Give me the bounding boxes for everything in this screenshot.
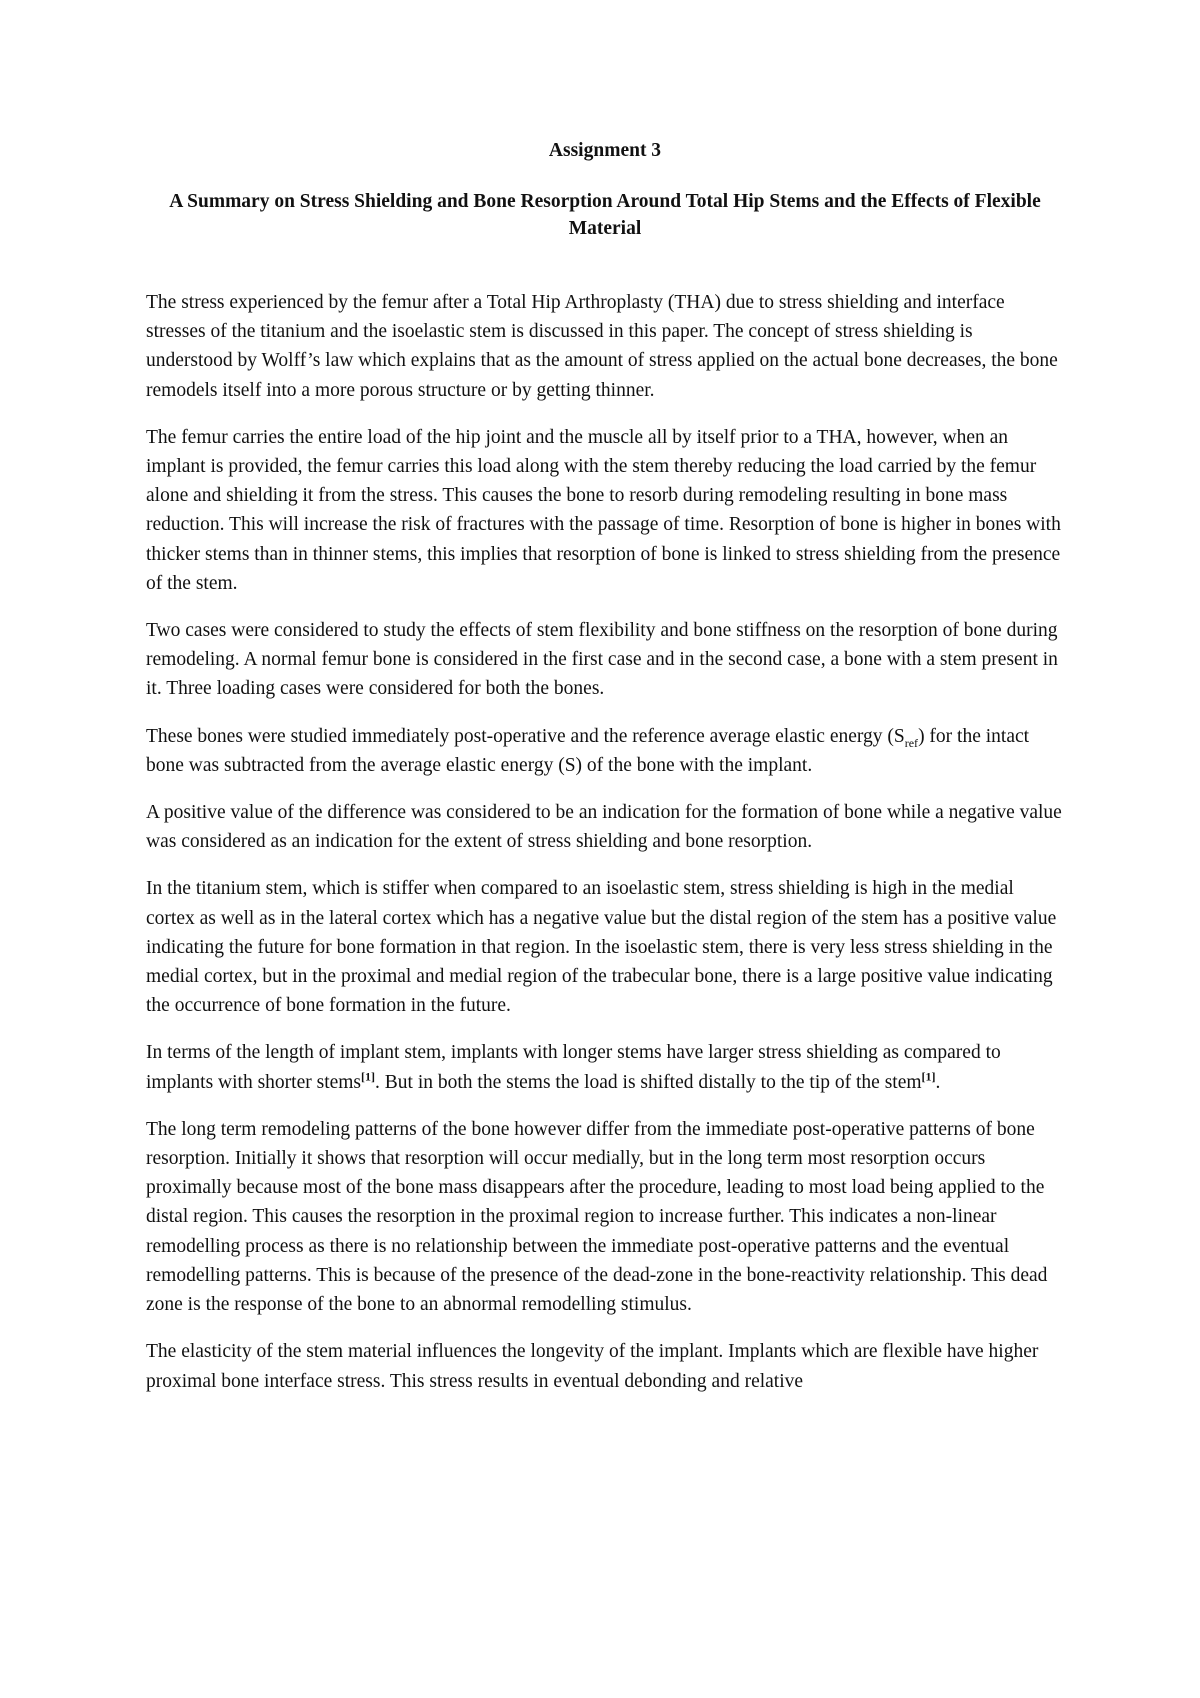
- paragraph-8: The long term remodeling patterns of the bone however differ from the immediate post-operative patterns of bone resorption. Initially it shows that resorption will occur medially, but in the long term most resorption occurs proximally because most of the bone mass disappears after the procedure, leading to most load being applied to the distal region. This causes the resorption in the proximal region to increase further. This indicates a non-linear remodelling process as there is no relationship between the immediate post-operative patterns and the eventual remodelling patterns. This is because of the presence of the dead-zone in the bone-reactivity relationship. This dead zone is the response of the bone to an abnormal remodelling stimulus.: [146, 1118, 1048, 1316]
- paragraph-7-text-a: In terms of the length of implant stem, implants with longer stems have larger stress shielding as compared to implants with shorter stems: [146, 1042, 1001, 1093]
- paragraph-1: The stress experienced by the femur after a Total Hip Arthroplasty (THA) due to stress shielding and interface stresses of the titanium and the isoelastic stem is discussed in this paper. The concept of stress shielding is understood by Wolff’s law which explains that as the amount of stress applied on the actual bone decreases, the bone remodels itself into a more porous structure or by getting thinner.: [146, 292, 1058, 401]
- paragraph-7-text-c: .: [935, 1071, 941, 1093]
- document-title: A Summary on Stress Shielding and Bone Resorption Around Total Hip Stems and the Effects of Flexible Material: [169, 191, 1041, 239]
- paragraph-2: The femur carries the entire load of the hip joint and the muscle all by itself prior to a THA, however, when an implant is provided, the femur carries this load along with the stem thereby reducing the load carried by the femur alone and shielding it from the stress. This causes the bone to resorb during remodeling resulting in bone mass reduction. This will increase the risk of fractures with the passage of time. Resorption of bone is higher in bones with thicker stems than in thinner stems, this implies that resorption of bone is linked to stress shielding from the presence of the stem.: [146, 426, 1061, 594]
- citation-ref-2: [1]: [921, 1069, 936, 1084]
- paragraph-4-text-b: ) for the intact bone was subtracted from the average elastic energy (S) of the bone with the implant.: [146, 725, 1030, 776]
- paragraph-7-text-b: . But in both the stems the load is shifted distally to the tip of the stem: [375, 1071, 922, 1093]
- assignment-label: Assignment 3: [548, 140, 662, 161]
- subscript-ref: ref: [904, 735, 919, 750]
- paragraph-9: The elasticity of the stem material influences the longevity of the implant. Implants which are flexible have higher proximal bone interface stress. This stress results in eventual debonding and relative: [146, 1341, 1039, 1392]
- paragraph-3: Two cases were considered to study the effects of stem flexibility and bone stiffness on the resorption of bone during remodeling. A normal femur bone is considered in the first case and in the second case, a bone with a stem present in it. Three loading cases were considered for both the bones.: [146, 620, 1058, 700]
- paragraph-7: [146, 1038, 1064, 1096]
- document-page: [146, 138, 1064, 1414]
- paragraph-4-text-a: These bones were studied immediately post-operative and the reference average elastic energy (S: [146, 725, 905, 747]
- paragraph-5: A positive value of the difference was considered to be an indication for the formation of bone while a negative value was considered as an indication for the extent of stress shielding and bone resorption.: [146, 802, 1062, 853]
- paragraph-6: In the titanium stem, which is stiffer when compared to an isoelastic stem, stress shielding is high in the medial cortex as well as in the lateral cortex which has a negative value but the distal region of the stem has a positive value indicating the future for bone formation in that region. In the isoelastic stem, there is very less stress shielding in the medial cortex, but in the proximal and medial region of the trabecular bone, there is a large positive value indicating the occurrence of bone formation in the future.: [146, 878, 1057, 1017]
- paragraph-4: [146, 722, 1064, 780]
- citation-ref-1: [1]: [361, 1069, 376, 1084]
